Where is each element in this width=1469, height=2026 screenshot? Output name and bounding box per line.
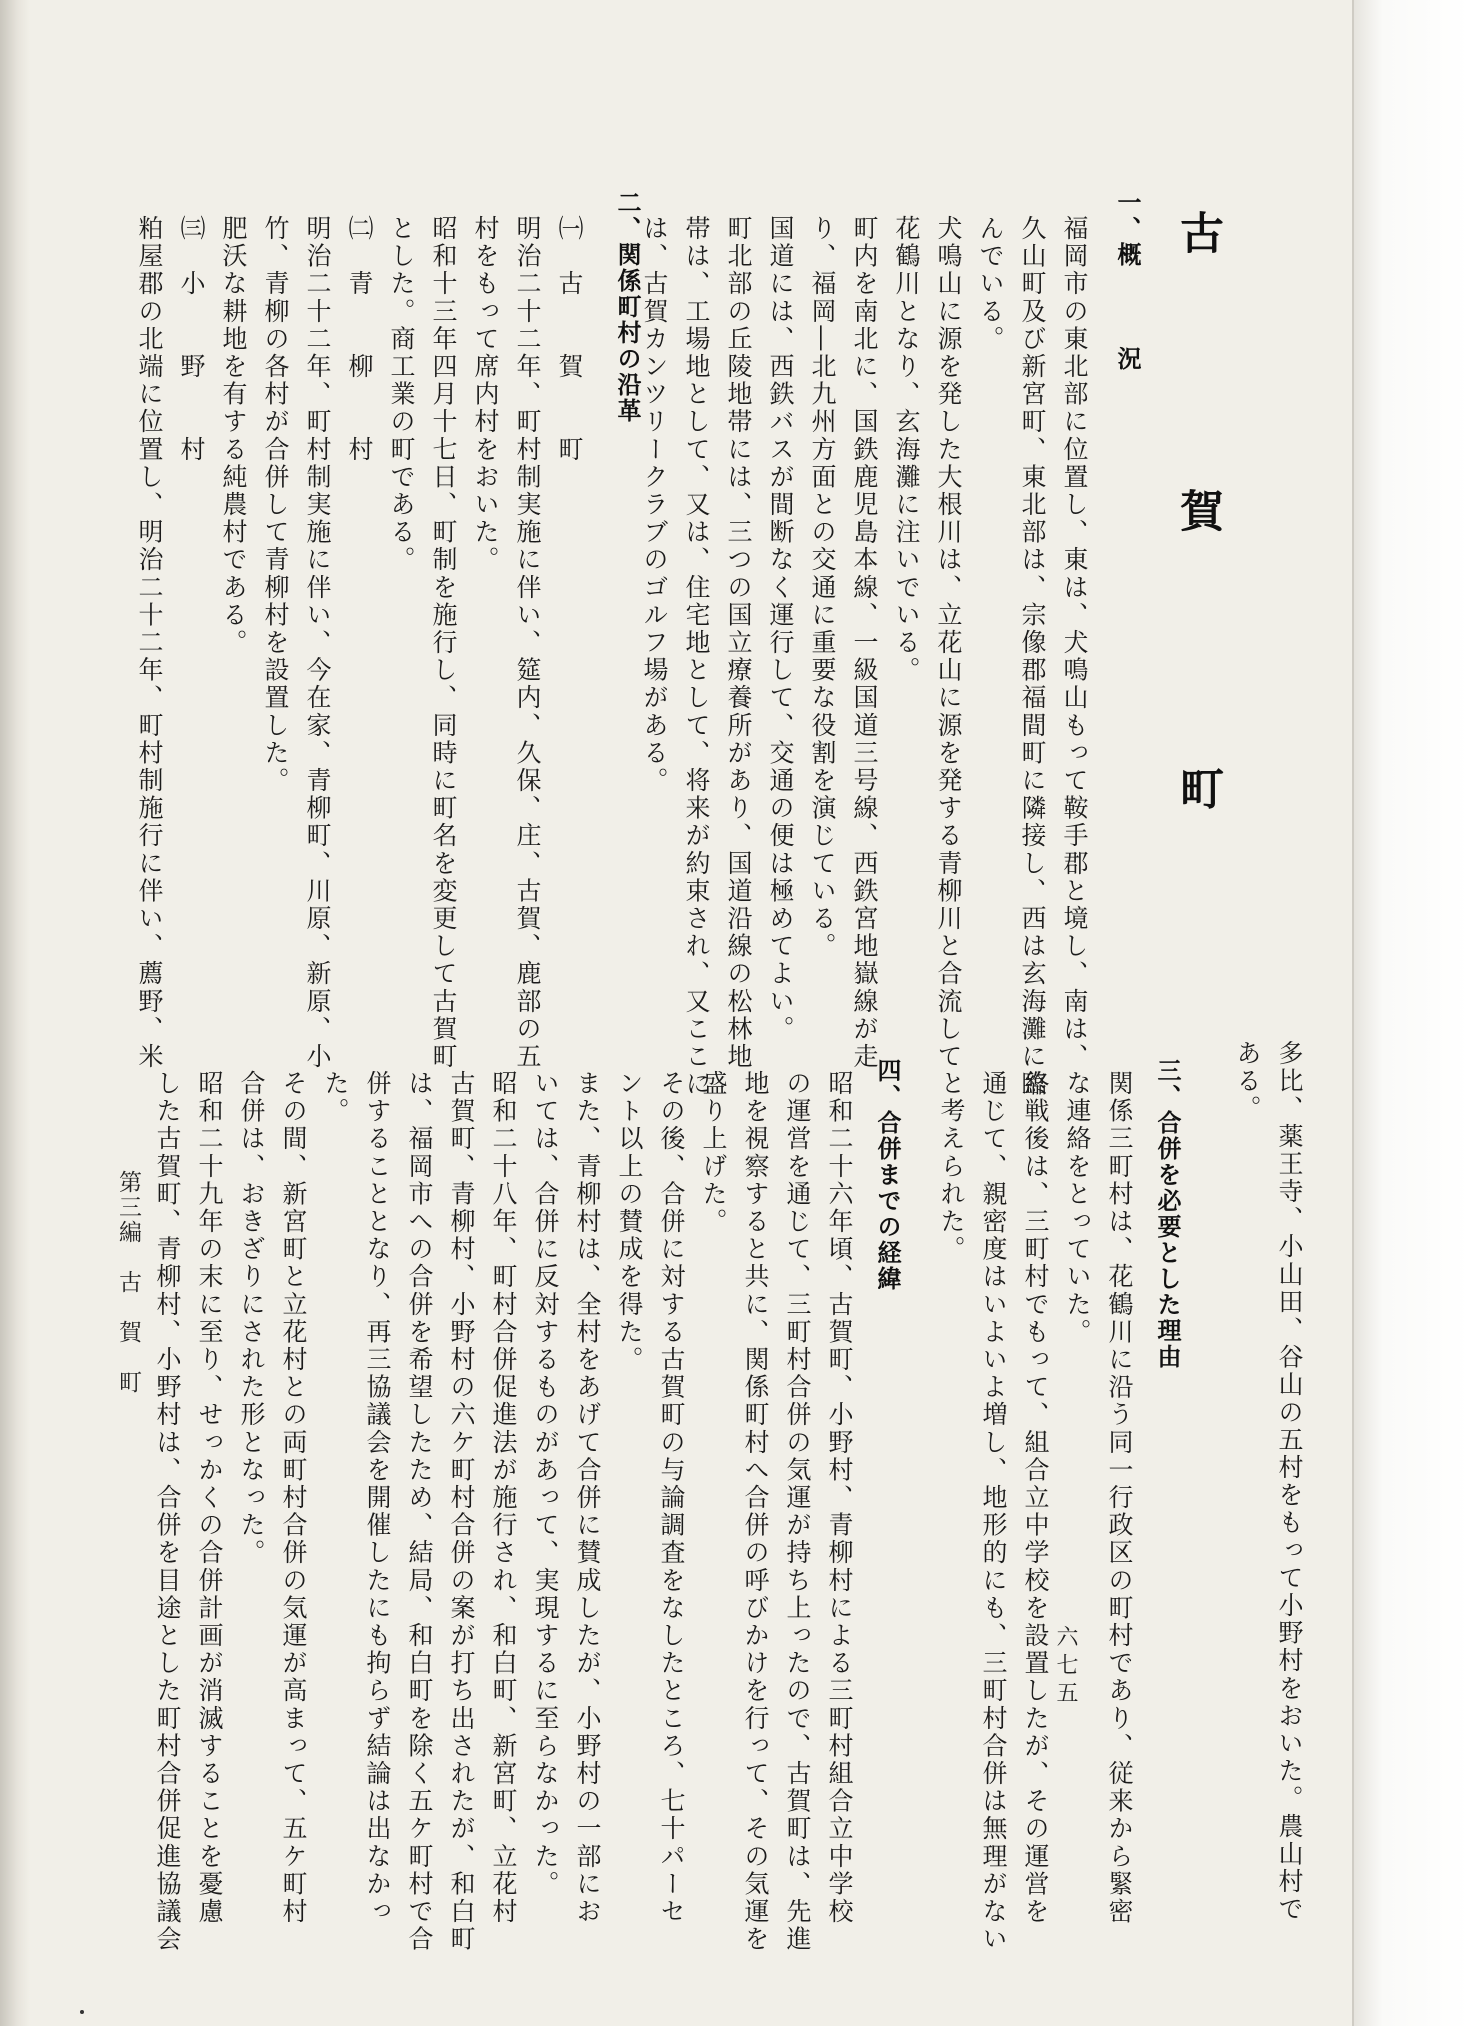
text-line: は、福岡市への合併を希望したため、結局、和白町を除く五ケ町村で合 bbox=[405, 1070, 434, 1954]
text-line: 花鶴川となり、玄海灘に注いでいる。 bbox=[892, 215, 921, 685]
text-line: 昭和二十八年、町村合併促進法が施行され、和白町、新宮町、立花村 bbox=[489, 1070, 518, 1926]
text-line: 福岡市の東北部に位置し、東は、犬鳴山もって鞍手郡と境し、南は、 bbox=[1060, 215, 1089, 1071]
text-line: た。 bbox=[321, 1070, 350, 1126]
text-line: 明治二十二年、町村制実施に伴い、今在家、青柳町、川原、新原、小 bbox=[303, 215, 332, 1071]
page-title: 古 賀 町 bbox=[1172, 210, 1223, 905]
text-line: ㈢ 小 野 村 bbox=[177, 215, 206, 464]
text-line: 昭和十三年四月十七日、町制を施行し、同時に町名を変更して古賀町 bbox=[429, 215, 458, 1071]
text-line: 昭和二十六年頃、古賀町、小野村、青柳村による三町村組合立中学校 bbox=[825, 1070, 854, 1926]
text-line: した古賀町、青柳村、小野村は、合併を目途とした町村合併促進協議会 bbox=[153, 1070, 182, 1954]
section-body-process bbox=[140, 1070, 860, 1954]
text-line: 久山町及び新宮町、東北部は、宗像郡福間町に隣接し、西は玄海灘に臨 bbox=[1018, 215, 1047, 1099]
text-line: は、古賀カンツリークラブのゴルフ場がある。 bbox=[640, 215, 669, 795]
text-line: 古賀町、青柳村、小野村の六ケ町村合併の案が打ち出されたが、和白町 bbox=[447, 1070, 476, 1954]
text-line: 犬鳴山に源を発した大根川は、立花山に源を発する青柳川と合流して bbox=[934, 215, 963, 1071]
section-body-overview bbox=[640, 215, 1095, 1099]
section-body-reasons bbox=[925, 1070, 1140, 1954]
section-heading-overview: 一、概 況 bbox=[1113, 190, 1141, 372]
text-line: り、福岡―北九州方面との交通に重要な役割を演じている。 bbox=[808, 215, 837, 961]
section-body-history-continued bbox=[1222, 1040, 1310, 1924]
text-line: ント以上の賛成を得た。 bbox=[615, 1070, 644, 1374]
text-line: 盛り上げた。 bbox=[699, 1070, 728, 1236]
text-line: 国道には、西鉄バスが間断なく運行して、交通の便は極めてよい。 bbox=[766, 215, 795, 1043]
scan-speck bbox=[80, 2010, 84, 2014]
text-line: ㈠ 古 賀 町 bbox=[555, 215, 584, 464]
page-number: 六七五 bbox=[1053, 1625, 1078, 1709]
section-body-history bbox=[135, 215, 590, 1071]
text-line: 肥沃な耕地を有する純農村である。 bbox=[219, 215, 248, 657]
text-line: 明治二十二年、町村制実施に伴い、筵内、久保、庄、古賀、鹿部の五 bbox=[513, 215, 542, 1071]
text-line: 併することとなり、再三協議会を開催したにも拘らず結論は出なかっ bbox=[363, 1070, 392, 1926]
text-line: 村をもって席内村をおいた。 bbox=[471, 215, 500, 574]
text-line: 帯は、工場地として、又は、住宅地として、将来が約束され、又ここに bbox=[682, 215, 711, 1099]
text-line: 町内を南北に、国鉄鹿児島本線、一級国道三号線、西鉄宮地嶽線が走 bbox=[850, 215, 879, 1071]
section-heading-history: 二、関係町村の沿革 bbox=[613, 190, 641, 424]
text-line: とした。商工業の町である。 bbox=[387, 215, 416, 574]
text-line: ある。 bbox=[1233, 1040, 1262, 1123]
text-line: 粕屋郡の北端に位置し、明治二十二年、町村制施行に伴い、薦野、米 bbox=[135, 215, 164, 1071]
text-line: 町北部の丘陵地帯には、三つの国立療養所があり、国道沿線の松林地 bbox=[724, 215, 753, 1071]
text-line: と考えられた。 bbox=[937, 1070, 966, 1264]
text-line: その後、合併に対する古賀町の与論調査をなしたところ、七十パーセ bbox=[657, 1070, 686, 1926]
text-line: 通じて、親密度はいよいよ増し、地形的にも、三町村合併は無理がない bbox=[979, 1070, 1008, 1954]
text-line: その間、新宮町と立花村との両町村合併の気運が高まって、五ケ町村 bbox=[279, 1070, 308, 1926]
text-line: また、青柳村は、全村をあげて合併に賛成したが、小野村の一部にお bbox=[573, 1070, 602, 1926]
text-line: ㈡ 青 柳 村 bbox=[345, 215, 374, 464]
text-line: 終戦後は、三町村でもって、組合立中学校を設置したが、その運営を bbox=[1021, 1070, 1050, 1926]
text-line: の運営を通じて、三町村合併の気運が持ち上ったので、古賀町は、先進 bbox=[783, 1070, 812, 1954]
text-line: な連絡をとっていた。 bbox=[1063, 1070, 1092, 1346]
text-line: 昭和二十九年の末に至り、せっかくの合併計画が消滅することを憂慮 bbox=[195, 1070, 224, 1926]
text-line: 合併は、おきざりにされた形となった。 bbox=[237, 1070, 266, 1567]
text-line: いては、合併に反対するものがあって、実現するに至らなかった。 bbox=[531, 1070, 560, 1898]
text-line: 関係三町村は、花鶴川に沿う同一行政区の町村であり、従来から緊密 bbox=[1105, 1070, 1134, 1926]
section-heading-reasons: 三、合併を必要とした理由 bbox=[1153, 1058, 1181, 1370]
text-line: 地を視察すると共に、関係町村へ合併の呼びかけを行って、その気運を bbox=[741, 1070, 770, 1954]
binding-shadow bbox=[0, 0, 30, 2026]
page-edge bbox=[1352, 0, 1469, 2026]
text-line: んでいる。 bbox=[976, 215, 1005, 353]
text-line: 竹、青柳の各村が合併して青柳村を設置した。 bbox=[261, 215, 290, 795]
section-heading-process: 四、合併までの経緯 bbox=[873, 1058, 901, 1292]
text-line: 多比、薬王寺、小山田、谷山の五村をもって小野村をおいた。農山村で bbox=[1275, 1040, 1304, 1924]
running-footer: 第三編 古 賀 町 bbox=[115, 1170, 141, 1395]
